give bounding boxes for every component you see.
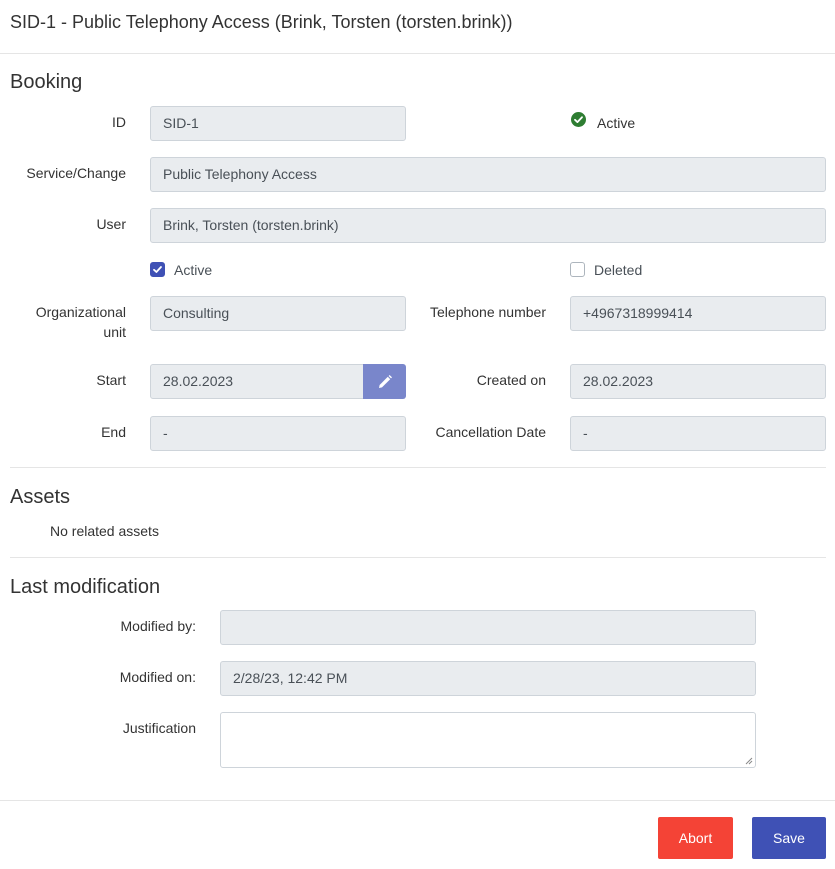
user-label: User <box>96 216 126 232</box>
check-circle-icon <box>571 112 586 127</box>
status-text: Active <box>597 115 636 131</box>
start-label: Start <box>96 372 126 388</box>
service-label: Service/Change <box>26 165 126 181</box>
dialog-title: SID-1 - Public Telephony Access (Brink, Torsten (torsten.brink)) <box>10 12 513 32</box>
org-unit-label-line1: Organizational <box>35 304 126 320</box>
cancellation-field: - <box>570 416 826 451</box>
modified-by-field <box>220 610 756 645</box>
justification-textarea[interactable] <box>220 712 756 768</box>
end-label: End <box>101 424 126 440</box>
id-field: SID-1 <box>150 106 406 141</box>
assets-section-title: Assets <box>10 486 71 508</box>
active-checkbox[interactable] <box>150 262 165 277</box>
assets-divider <box>10 557 826 558</box>
org-unit-label <box>10 303 126 341</box>
end-field: - <box>150 416 406 451</box>
phone-label: Telephone number <box>430 304 546 320</box>
edit-start-button[interactable] <box>363 364 406 399</box>
last-modification-section-title: Last modification <box>10 576 161 598</box>
deleted-checkbox-label[interactable]: Deleted <box>594 262 643 278</box>
created-on-field: 28.02.2023 <box>570 364 826 399</box>
modified-on-label: Modified on: <box>119 669 196 685</box>
assets-empty-text: No related assets <box>50 523 159 539</box>
modified-on-field: 2/28/23, 12:42 PM <box>220 661 756 696</box>
save-button[interactable]: Save <box>752 817 826 859</box>
id-label: ID <box>112 114 126 130</box>
active-checkbox-label[interactable]: Active <box>174 262 213 278</box>
booking-section-title: Booking <box>10 71 83 93</box>
start-field: 28.02.2023 <box>150 364 364 399</box>
booking-divider <box>10 467 826 468</box>
cancellation-label: Cancellation Date <box>435 424 546 440</box>
org-unit-label-line2: unit <box>103 324 126 340</box>
user-field: Brink, Torsten (torsten.brink) <box>150 208 826 243</box>
footer-divider <box>0 800 835 801</box>
resize-grip-icon[interactable] <box>745 757 753 765</box>
deleted-checkbox[interactable] <box>570 262 585 277</box>
created-on-label: Created on <box>476 372 546 388</box>
dialog-header <box>0 0 835 54</box>
org-unit-field: Consulting <box>150 296 406 331</box>
abort-button[interactable]: Abort <box>658 817 733 859</box>
justification-label: Justification <box>122 720 196 736</box>
service-field: Public Telephony Access <box>150 157 826 192</box>
modified-by-label: Modified by: <box>120 618 196 634</box>
pencil-icon <box>377 374 393 390</box>
phone-field: +4967318999414 <box>570 296 826 331</box>
